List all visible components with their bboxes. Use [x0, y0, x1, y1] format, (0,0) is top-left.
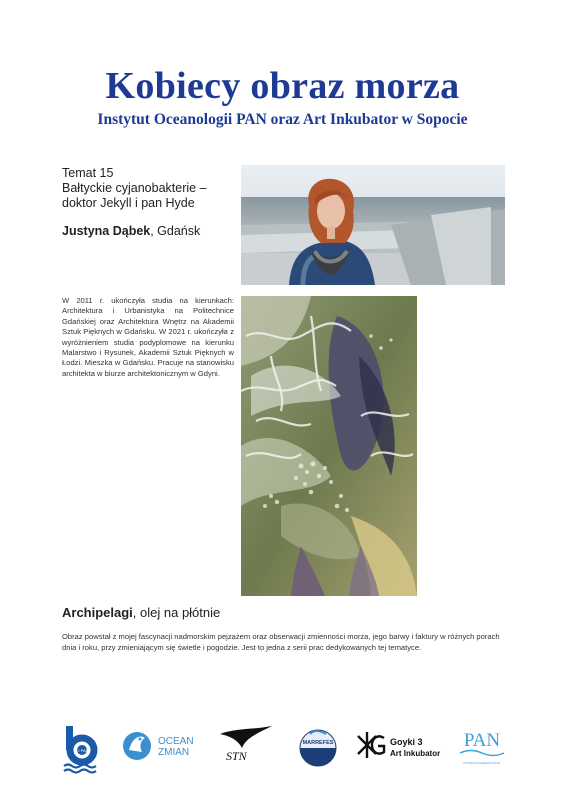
iopan-logo-icon	[60, 720, 100, 776]
goyki-top: Goyki 3	[390, 737, 423, 747]
pan-logo	[456, 720, 508, 776]
ocean-zmian-logo	[120, 720, 200, 776]
ocean-zmian-top: OCEAN	[158, 736, 194, 747]
artist-name: Justyna Dąbek	[62, 224, 151, 238]
artwork-medium: , olej na płótnie	[132, 605, 221, 620]
topic-title: Bałtyckie cyjanobakterie – doktor Jekyll i pan Hyde	[62, 181, 207, 210]
pan-logo-icon	[456, 720, 508, 776]
artwork-title-line	[62, 605, 220, 620]
stn-logo	[218, 720, 274, 776]
stn-logo-icon	[218, 720, 274, 776]
marrefes-logo-icon	[292, 720, 344, 776]
ocean-zmian-icon	[120, 720, 200, 776]
artwork-title: Archipelagi	[62, 605, 133, 620]
artwork-painting	[241, 296, 417, 596]
page-title: Kobiecy obraz morza	[105, 65, 460, 107]
topic-number: Temat 15	[62, 166, 114, 180]
ocean-zmian-bottom: ZMIAN	[158, 747, 190, 758]
goyki-bottom: Art Inkubator	[390, 749, 441, 758]
artwork-painting-image	[241, 296, 417, 596]
artist-city: , Gdańsk	[150, 224, 201, 238]
artist-photo	[241, 165, 505, 285]
artwork-description: Obraz powstał z mojej fascynacji nadmorskim pejzażem oraz obserwacji zmienności morza, jego barwy i faktury w różnych porach dnia i roku, przy zmieniającym się świetle i pogodzie. Jest to jedna z serii prac dedykowanych tej tematyce.	[62, 632, 500, 652]
partner-logos	[0, 720, 565, 776]
pan-text: PAN	[463, 730, 501, 751]
artist-photo-image	[241, 165, 505, 285]
iopan-badge-text: IO PAN	[75, 748, 89, 753]
pan-small-text: POLSKA AKADEMIA NAUK	[463, 761, 501, 765]
iopan-logo	[60, 720, 100, 776]
stn-text: STN	[226, 749, 247, 763]
page-subtitle: Instytut Oceanologii PAN oraz Art Inkubator w Sopocie	[97, 111, 468, 128]
goyki-logo	[354, 720, 446, 776]
artist-line	[62, 224, 200, 238]
artist-bio: W 2011 r. ukończyła studia na kierunkach: Architektura i Urbanistyka na Politechnice Gdańskiej oraz Architektura Wnętrz na Akademii Sztuk Pięknych w Gdańsku. W 2021 r. ukończyła z wyróżnieniem studia podyplomowe na kierunku Malarstwo i Rysunek, Akademii Sztuk Pięknych w Łodzi. Mieszka w Gdańsku. Pracuje na stanowisku architekta w biurze architektonicznym w Gdyni.	[62, 296, 234, 378]
marrefes-text: MARREFES	[302, 740, 334, 746]
marrefes-logo	[292, 720, 344, 776]
goyki-logo-icon	[354, 720, 446, 776]
